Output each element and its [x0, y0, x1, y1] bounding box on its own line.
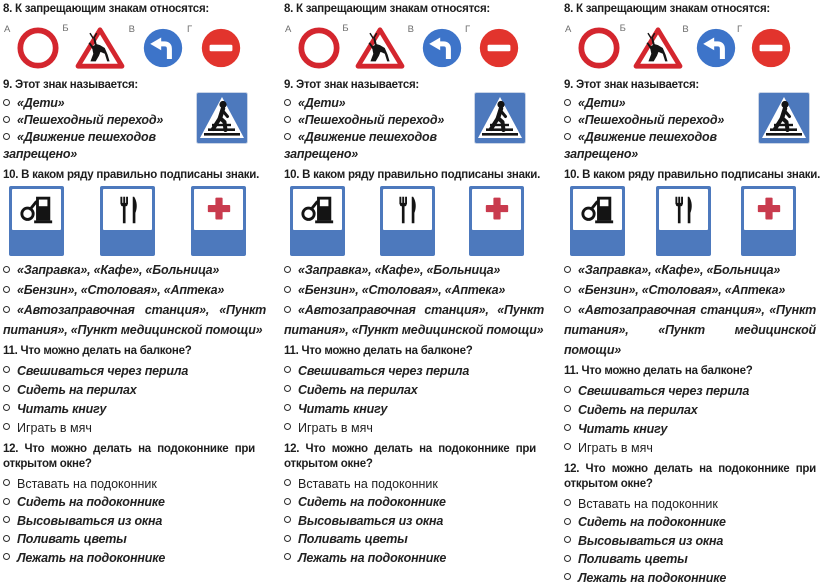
wild-animals-warning-sign-icon [633, 26, 683, 70]
question-8 [284, 2, 544, 74]
answer-option [3, 362, 266, 381]
answer-option [564, 300, 816, 360]
answer-option-label: «Пешеходный переход» [17, 113, 163, 127]
fuel-station-sign-face [293, 189, 342, 230]
sign-letter-a: А [285, 25, 291, 35]
question-10-options [284, 260, 544, 340]
answer-option-label: Поливать цветы [578, 552, 688, 566]
bullet-icon [3, 404, 10, 411]
fuel-station-sign-face [573, 189, 622, 230]
question-12-title: 12. Что можно делать на подоконнике при открытом окне? [284, 442, 536, 473]
medical-aid-sign [191, 186, 246, 256]
bullet-icon [564, 536, 571, 543]
answer-option-label: «Дети» [17, 96, 64, 110]
answer-option [564, 569, 816, 587]
bullet-icon [284, 479, 291, 486]
answer-option-label: Читать книгу [17, 402, 106, 416]
answer-option-label: Лежать на подоконнике [298, 551, 446, 565]
sign-letter-g: Г [465, 25, 470, 35]
bullet-icon [284, 366, 291, 373]
answer-option [3, 112, 191, 129]
pedestrian-crossing-sign-icon [474, 92, 526, 144]
bullet-icon [3, 516, 10, 523]
question-11-title: 11. Что можно делать на балконе? [3, 344, 266, 360]
question-12-options [284, 475, 544, 568]
answer-option [564, 260, 816, 280]
answer-option-label: «Заправка», «Кафе», «Больница» [17, 263, 219, 277]
wild-animals-warning-sign-icon [355, 26, 405, 70]
turn-left-mandatory-sign-icon [142, 27, 184, 69]
service-signs-row [564, 183, 816, 258]
bullet-icon [284, 116, 291, 123]
answer-option [3, 280, 266, 300]
fuel-pump-icon [576, 192, 620, 228]
answer-option [564, 420, 816, 439]
sign-letter-b: Б [342, 24, 348, 34]
answer-option-label: Играть в мяч [298, 421, 373, 435]
answer-option-label: Свешиваться через перила [578, 384, 749, 398]
question-10-title: 10. В каком ряду правильно подписаны знаки. [3, 168, 266, 184]
fuel-pump-icon [296, 192, 340, 228]
bullet-icon [564, 99, 571, 106]
question-11-title: 11. Что можно делать на балконе? [564, 364, 816, 380]
bullet-icon [3, 306, 10, 313]
question-9 [3, 78, 266, 164]
answer-option [564, 513, 816, 532]
answer-option-label: Читать книгу [298, 402, 387, 416]
bullet-icon [284, 516, 291, 523]
sign-letter-a: А [4, 25, 10, 35]
answer-option-label: Сидеть на подоконнике [578, 515, 726, 529]
answer-option-label: Вставать на подоконник [578, 497, 718, 511]
bullet-icon [564, 116, 571, 123]
question-9 [284, 78, 544, 164]
fork-knife-icon [385, 192, 429, 228]
answer-option-label: «Движение пешеходов запрещено» [3, 130, 156, 161]
question-9-options [284, 95, 472, 163]
answer-option-label: Лежать на подоконнике [578, 571, 726, 585]
pedestrian-crossing-sign [196, 92, 248, 144]
answer-option [284, 280, 544, 300]
answer-option [3, 512, 266, 531]
answer-option-label: «Автозаправочная станция», «Пункт питания», «Пункт медицинской помощи» [284, 303, 544, 337]
question-9-title: 9. Этот знак называется: [284, 78, 544, 94]
answer-option-label: «Дети» [298, 96, 345, 110]
bullet-icon [564, 133, 571, 140]
bullet-icon [564, 306, 571, 313]
round-red-ring-prohibition-sign-icon [298, 27, 340, 69]
answer-option [284, 493, 544, 512]
answer-option-label: «Бензин», «Столовая», «Аптека» [298, 283, 505, 297]
fuel-station-sign [9, 186, 64, 256]
question-11-title: 11. Что можно делать на балконе? [284, 344, 544, 360]
bullet-icon [3, 479, 10, 486]
food-point-sign-face [383, 189, 432, 230]
answer-option-label: «Движение пешеходов запрещено» [564, 130, 717, 161]
quiz-column [544, 0, 816, 564]
sign-option-g [750, 27, 792, 69]
sign-option-b [75, 26, 125, 70]
sign-letter-g: Г [737, 25, 742, 35]
bullet-icon [284, 266, 291, 273]
answer-option [3, 419, 266, 438]
answer-option-label: «Бензин», «Столовая», «Аптека» [17, 283, 224, 297]
quiz-column [0, 0, 272, 564]
question-8-title: 8. К запрещающим знакам относятся: [284, 2, 544, 18]
turn-left-mandatory-sign-icon [695, 27, 737, 69]
bullet-icon [284, 404, 291, 411]
bullet-icon [3, 385, 10, 392]
question-11 [3, 344, 266, 438]
food-point-sign-face [659, 189, 708, 230]
red-cross-icon [475, 192, 519, 228]
bullet-icon [564, 266, 571, 273]
answer-option-label: Играть в мяч [578, 441, 653, 455]
answer-option [284, 400, 544, 419]
answer-option [564, 95, 752, 112]
question-11 [564, 364, 816, 458]
bullet-icon [564, 555, 571, 562]
bullet-icon [564, 518, 571, 525]
answer-option [564, 112, 752, 129]
question-12 [3, 442, 266, 568]
question-8 [3, 2, 266, 74]
question-9-title: 9. Этот знак называется: [564, 78, 816, 94]
answer-option [284, 300, 544, 340]
question-8-title: 8. К запрещающим знакам относятся: [564, 2, 816, 18]
question-12 [564, 462, 816, 587]
answer-option-label: Сидеть на подоконнике [298, 495, 446, 509]
question-10 [564, 168, 816, 361]
answer-option-label: Высовываться из окна [298, 514, 443, 528]
question-12-title: 12. Что можно делать на подоконнике при открытом окне? [3, 442, 255, 473]
question-9-options [3, 95, 191, 163]
pedestrian-crossing-sign [474, 92, 526, 144]
answer-option-label: Свешиваться через перила [298, 364, 469, 378]
answer-option-label: «Пешеходный переход» [578, 113, 724, 127]
fork-knife-icon [661, 192, 705, 228]
sign-option-a [298, 27, 340, 69]
bullet-icon [3, 366, 10, 373]
sign-letter-b: Б [62, 24, 68, 34]
fuel-station-sign [570, 186, 625, 256]
answer-option [3, 129, 191, 163]
answer-option-label: Лежать на подоконнике [17, 551, 165, 565]
answer-option-label: Сидеть на перилах [578, 403, 697, 417]
question-8-title: 8. К запрещающим знакам относятся: [3, 2, 266, 18]
bullet-icon [3, 553, 10, 560]
bullet-icon [284, 99, 291, 106]
prohibition-signs-row [284, 18, 544, 74]
sign-option-a [17, 27, 59, 69]
sign-letter-v: В [129, 25, 135, 35]
fuel-station-sign [290, 186, 345, 256]
sign-option-b [633, 26, 683, 70]
fuel-station-sign-face [12, 189, 61, 230]
answer-option-label: Вставать на подоконник [17, 477, 157, 491]
sign-option-v [695, 27, 737, 69]
answer-option [284, 362, 544, 381]
bullet-icon [564, 573, 571, 580]
answer-option-label: Вставать на подоконник [298, 477, 438, 491]
medical-aid-sign-face [194, 189, 243, 230]
question-10-options [3, 260, 266, 340]
answer-option [3, 400, 266, 419]
answer-option [564, 495, 816, 514]
food-point-sign [656, 186, 711, 256]
question-9-title: 9. Этот знак называется: [3, 78, 266, 94]
answer-option-label: Поливать цветы [17, 532, 127, 546]
answer-option [3, 530, 266, 549]
sign-letter-a: А [565, 25, 571, 35]
bullet-icon [3, 266, 10, 273]
sign-letter-b: Б [620, 24, 626, 34]
question-11-options [284, 362, 544, 438]
answer-option [284, 95, 472, 112]
question-10-title: 10. В каком ряду правильно подписаны знаки. [284, 168, 544, 184]
answer-option-label: Свешиваться через перила [17, 364, 188, 378]
bullet-icon [564, 386, 571, 393]
answer-option-label: Высовываться из окна [578, 534, 723, 548]
question-11 [284, 344, 544, 438]
medical-aid-sign-face [744, 189, 793, 230]
question-12 [284, 442, 544, 568]
answer-option [284, 419, 544, 438]
sign-option-a [578, 27, 620, 69]
sign-option-g [478, 27, 520, 69]
pedestrian-crossing-sign-icon [196, 92, 248, 144]
question-12-title: 12. Что можно делать на подоконнике при открытом окне? [564, 462, 816, 493]
medical-aid-sign [469, 186, 524, 256]
answer-option-label: «Заправка», «Кафе», «Больница» [298, 263, 500, 277]
bullet-icon [284, 423, 291, 430]
question-10-title: 10. В каком ряду правильно подписаны знаки. [564, 168, 816, 184]
answer-option [3, 260, 266, 280]
pedestrian-crossing-sign-icon [758, 92, 810, 144]
sign-letter-g: Г [187, 25, 192, 35]
answer-option [3, 475, 266, 494]
no-entry-sign-icon [200, 27, 242, 69]
question-9-options [564, 95, 752, 163]
food-point-sign-face [103, 189, 152, 230]
sign-option-b [355, 26, 405, 70]
question-8 [564, 2, 816, 74]
answer-option [284, 475, 544, 494]
bullet-icon [3, 116, 10, 123]
answer-option-label: Играть в мяч [17, 421, 92, 435]
answer-option-label: Сидеть на перилах [17, 383, 136, 397]
question-12-options [564, 495, 816, 587]
bullet-icon [564, 424, 571, 431]
answer-option-label: «Бензин», «Столовая», «Аптека» [578, 283, 785, 297]
turn-left-mandatory-sign-icon [421, 27, 463, 69]
answer-option-label: «Автозаправочная станция», «Пункт питания», «Пункт медицинской помощи» [3, 303, 266, 337]
food-point-sign [100, 186, 155, 256]
red-cross-icon [747, 192, 791, 228]
question-10 [284, 168, 544, 341]
answer-option [284, 129, 472, 163]
fuel-pump-icon [15, 192, 59, 228]
answer-option [284, 530, 544, 549]
medical-aid-sign [741, 186, 796, 256]
bullet-icon [3, 498, 10, 505]
question-10 [3, 168, 266, 341]
prohibition-signs-row [564, 18, 816, 74]
answer-option [564, 129, 752, 163]
bullet-icon [3, 99, 10, 106]
answer-option-label: «Заправка», «Кафе», «Больница» [578, 263, 780, 277]
answer-option-label: «Пешеходный переход» [298, 113, 444, 127]
no-entry-sign-icon [750, 27, 792, 69]
round-red-ring-prohibition-sign-icon [17, 27, 59, 69]
answer-option [284, 112, 472, 129]
sign-letter-v: В [682, 25, 688, 35]
answer-option-label: «Движение пешеходов запрещено» [284, 130, 437, 161]
answer-option [284, 512, 544, 531]
answer-option [564, 382, 816, 401]
bullet-icon [3, 286, 10, 293]
question-10-options [564, 260, 816, 360]
bullet-icon [564, 499, 571, 506]
answer-option-label: Поливать цветы [298, 532, 408, 546]
bullet-icon [3, 535, 10, 542]
bullet-icon [3, 133, 10, 140]
answer-option [564, 401, 816, 420]
food-point-sign [380, 186, 435, 256]
sign-option-v [142, 27, 184, 69]
answer-option-label: «Автозаправочная станция», «Пункт питания», «Пункт медицинской помощи» [564, 303, 816, 357]
answer-option [564, 550, 816, 569]
answer-option [284, 260, 544, 280]
service-signs-row [284, 183, 544, 258]
bullet-icon [284, 535, 291, 542]
bullet-icon [564, 405, 571, 412]
answer-option-label: Сидеть на перилах [298, 383, 417, 397]
answer-option [3, 549, 266, 568]
sign-option-g [200, 27, 242, 69]
answer-option [284, 549, 544, 568]
answer-option [3, 300, 266, 340]
answer-option [284, 381, 544, 400]
question-11-options [3, 362, 266, 438]
fork-knife-icon [106, 192, 150, 228]
answer-option-label: «Дети» [578, 96, 625, 110]
bullet-icon [284, 133, 291, 140]
question-12-options [3, 475, 266, 568]
no-entry-sign-icon [478, 27, 520, 69]
answer-option-label: Читать книгу [578, 422, 667, 436]
answer-option [3, 381, 266, 400]
answer-option [564, 280, 816, 300]
sign-letter-v: В [408, 25, 414, 35]
medical-aid-sign-face [472, 189, 521, 230]
answer-option-label: Высовываться из окна [17, 514, 162, 528]
bullet-icon [284, 286, 291, 293]
bullet-icon [564, 286, 571, 293]
answer-option [3, 493, 266, 512]
sign-option-v [421, 27, 463, 69]
prohibition-signs-row [3, 18, 266, 74]
answer-option [564, 439, 816, 458]
bullet-icon [564, 443, 571, 450]
wild-animals-warning-sign-icon [75, 26, 125, 70]
answer-option-label: Сидеть на подоконнике [17, 495, 165, 509]
answer-option [3, 95, 191, 112]
bullet-icon [284, 306, 291, 313]
bullet-icon [284, 498, 291, 505]
service-signs-row [3, 183, 266, 258]
quiz-column [272, 0, 544, 564]
question-11-options [564, 382, 816, 458]
answer-option [564, 532, 816, 551]
bullet-icon [3, 423, 10, 430]
bullet-icon [284, 385, 291, 392]
bullet-icon [284, 553, 291, 560]
red-cross-icon [197, 192, 241, 228]
question-9 [564, 78, 816, 164]
round-red-ring-prohibition-sign-icon [578, 27, 620, 69]
pedestrian-crossing-sign [758, 92, 810, 144]
